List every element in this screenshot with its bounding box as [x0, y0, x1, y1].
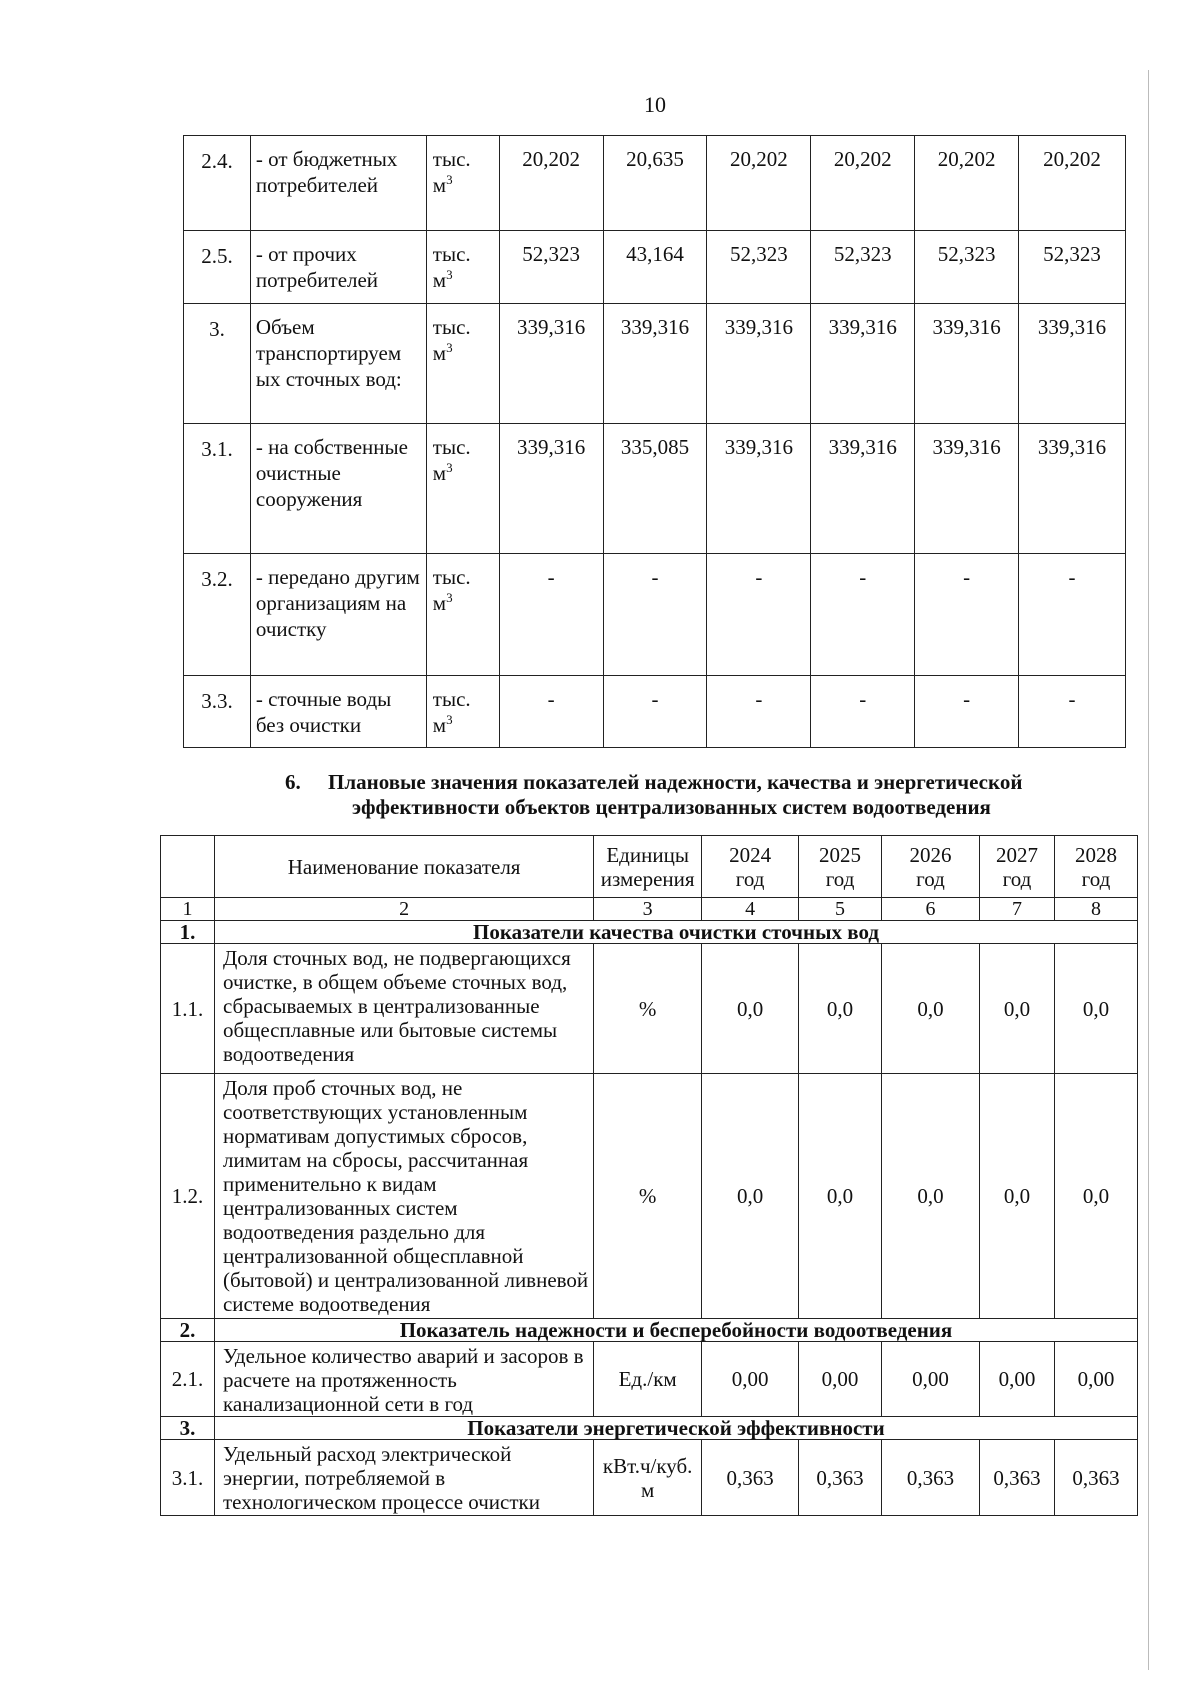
table-row: [184, 136, 1126, 231]
group-title: Показатель надежности и бесперебойности водоотведения: [214, 1319, 1137, 1342]
header-row: [161, 836, 1138, 898]
header-year-2027: 2027 год: [979, 836, 1054, 898]
table-row: [161, 1342, 1138, 1417]
table-row: [184, 424, 1126, 554]
header-unit: Единицы измерения: [594, 836, 702, 898]
table-row: [184, 554, 1126, 676]
unit-sub: м: [432, 713, 447, 737]
table-row: [161, 1440, 1138, 1516]
row-name: Объем транспортируем ых сточных вод:: [250, 304, 426, 424]
row-value: 0,0: [1054, 1074, 1137, 1319]
row-unit: %: [594, 1074, 702, 1319]
table-row: [161, 944, 1138, 1074]
group-row: [161, 921, 1138, 944]
row-value: 43,164: [603, 231, 707, 304]
group-row: [161, 1417, 1138, 1440]
index-cell: 7: [979, 898, 1054, 921]
row-unit: кВт.ч/куб. м: [594, 1440, 702, 1516]
row-value: -: [811, 676, 915, 748]
indicators-table: [160, 835, 1138, 1516]
row-number: 1.2.: [161, 1074, 215, 1319]
section-number: 6.: [285, 770, 301, 794]
row-value: 52,323: [811, 231, 915, 304]
row-value: 339,316: [499, 424, 603, 554]
row-value: -: [499, 676, 603, 748]
row-value: -: [707, 554, 811, 676]
row-value: -: [915, 554, 1019, 676]
unit-text: тыс.: [432, 565, 471, 589]
index-cell: 4: [702, 898, 799, 921]
row-value: 52,323: [499, 231, 603, 304]
row-name: Удельное количество аварий и засоров в расчете на протяженность канализационной сети в год: [214, 1342, 593, 1417]
row-value: 0,00: [702, 1342, 799, 1417]
table-row: [184, 231, 1126, 304]
row-name: - от прочих потребителей: [250, 231, 426, 304]
row-value: -: [1019, 554, 1126, 676]
row-value: 0,363: [799, 1440, 882, 1516]
unit-sup: 3: [446, 460, 453, 475]
index-cell: 3: [594, 898, 702, 921]
unit-sup: 3: [446, 267, 453, 282]
row-value: 0,00: [799, 1342, 882, 1417]
row-value: 0,00: [882, 1342, 980, 1417]
row-value: 0,0: [702, 944, 799, 1074]
row-value: 339,316: [499, 304, 603, 424]
row-value: 339,316: [1019, 424, 1126, 554]
header-year-2028: 2028 год: [1054, 836, 1137, 898]
group-number: 3.: [161, 1417, 215, 1440]
row-value: 335,085: [603, 424, 707, 554]
row-number: 2.4.: [184, 136, 251, 231]
row-value: 0,363: [882, 1440, 980, 1516]
section-title-line2: эффективности объектов централизованных систем водоотведения: [352, 795, 991, 819]
index-row: [161, 898, 1138, 921]
row-unit: [426, 424, 499, 554]
row-value: 0,363: [1054, 1440, 1137, 1516]
row-value: 20,202: [1019, 136, 1126, 231]
table-row: [184, 304, 1126, 424]
unit-sup: 3: [446, 590, 453, 605]
row-unit: [426, 554, 499, 676]
unit-text: тыс.: [432, 242, 471, 266]
row-value: 52,323: [915, 231, 1019, 304]
row-name: - сточные воды без очистки: [250, 676, 426, 748]
row-name: Доля сточных вод, не подвергающихся очистке, в общем объеме сточных вод, сбрасываемых в централизованные общесплавные или бытовые системы водоотведения: [214, 944, 593, 1074]
row-value: 20,202: [707, 136, 811, 231]
row-number: 3.: [184, 304, 251, 424]
row-value: 339,316: [915, 424, 1019, 554]
row-value: 339,316: [915, 304, 1019, 424]
row-value: 52,323: [1019, 231, 1126, 304]
row-value: 0,0: [979, 944, 1054, 1074]
row-number: 3.1.: [161, 1440, 215, 1516]
unit-text: тыс.: [432, 147, 471, 171]
index-cell: 5: [799, 898, 882, 921]
row-value: 339,316: [811, 304, 915, 424]
row-value: 0,00: [1054, 1342, 1137, 1417]
header-year-2024: 2024 год: [702, 836, 799, 898]
group-title: Показатели энергетической эффективности: [214, 1417, 1137, 1440]
row-value: 0,0: [799, 944, 882, 1074]
page-number: 10: [644, 92, 666, 117]
row-value: 52,323: [707, 231, 811, 304]
row-value: 0,363: [979, 1440, 1054, 1516]
row-name: - от бюджетных потребителей: [250, 136, 426, 231]
unit-text: тыс.: [432, 315, 471, 339]
row-value: 0,363: [702, 1440, 799, 1516]
unit-sup: 3: [446, 172, 453, 187]
header-name: Наименование показателя: [214, 836, 593, 898]
group-number: 2.: [161, 1319, 215, 1342]
unit-sup: 3: [446, 712, 453, 727]
row-value: 0,0: [799, 1074, 882, 1319]
group-row: [161, 1319, 1138, 1342]
unit-sup: 3: [446, 340, 453, 355]
row-value: 20,202: [811, 136, 915, 231]
index-cell: 2: [214, 898, 593, 921]
table-row: [184, 676, 1126, 748]
row-name: Удельный расход электрической энергии, потребляемой в технологическом процессе очистки: [214, 1440, 593, 1516]
row-value: -: [1019, 676, 1126, 748]
group-number: 1.: [161, 921, 215, 944]
row-unit: %: [594, 944, 702, 1074]
row-unit: [426, 136, 499, 231]
header-year-2025: 2025 год: [799, 836, 882, 898]
row-value: 0,0: [882, 944, 980, 1074]
row-value: -: [603, 554, 707, 676]
row-number: 2.1.: [161, 1342, 215, 1417]
row-number: 2.5.: [184, 231, 251, 304]
table-row: [161, 1074, 1138, 1319]
volume-table: [183, 135, 1126, 748]
scan-edge-line: [1148, 70, 1149, 1670]
row-name: - передано другим организациям на очистку: [250, 554, 426, 676]
row-value: -: [915, 676, 1019, 748]
row-value: 20,202: [915, 136, 1019, 231]
unit-sub: м: [432, 173, 447, 197]
unit-sub: м: [432, 591, 447, 615]
row-number: 1.1.: [161, 944, 215, 1074]
row-name: Доля проб сточных вод, не соответствующих установленным нормативам допустимых сбросов, лимитам на сбросы, рассчитанная применительно к видам централизованных систем водоотведения раздельно для централизованной общесплавной (бытовой) и централизованной ливневой системе водоотведения: [214, 1074, 593, 1319]
group-title: Показатели качества очистки сточных вод: [214, 921, 1137, 944]
row-value: 0,0: [979, 1074, 1054, 1319]
row-number: 3.2.: [184, 554, 251, 676]
header-year-2026: 2026 год: [882, 836, 980, 898]
row-number: 3.3.: [184, 676, 251, 748]
unit-sub: м: [432, 341, 447, 365]
row-value: 339,316: [707, 304, 811, 424]
row-value: 339,316: [707, 424, 811, 554]
row-value: -: [707, 676, 811, 748]
unit-sub: м: [432, 461, 447, 485]
index-cell: 8: [1054, 898, 1137, 921]
row-value: -: [811, 554, 915, 676]
unit-text: тыс.: [432, 435, 471, 459]
row-value: 0,0: [1054, 944, 1137, 1074]
row-value: -: [603, 676, 707, 748]
row-value: 0,00: [979, 1342, 1054, 1417]
row-value: -: [499, 554, 603, 676]
index-cell: 6: [882, 898, 980, 921]
row-value: 339,316: [603, 304, 707, 424]
row-unit: [426, 676, 499, 748]
row-value: 339,316: [1019, 304, 1126, 424]
row-name: - на собственные очистные сооружения: [250, 424, 426, 554]
section-title-line1: Плановые значения показателей надежности, качества и энергетической: [328, 770, 1023, 794]
row-unit: [426, 231, 499, 304]
row-value: 0,0: [882, 1074, 980, 1319]
index-cell: 1: [161, 898, 215, 921]
row-value: 20,202: [499, 136, 603, 231]
row-unit: Ед./км: [594, 1342, 702, 1417]
unit-text: тыс.: [432, 687, 471, 711]
row-unit: [426, 304, 499, 424]
row-value: 20,635: [603, 136, 707, 231]
unit-sub: м: [432, 268, 447, 292]
row-value: 0,0: [702, 1074, 799, 1319]
row-number: 3.1.: [184, 424, 251, 554]
row-value: 339,316: [811, 424, 915, 554]
